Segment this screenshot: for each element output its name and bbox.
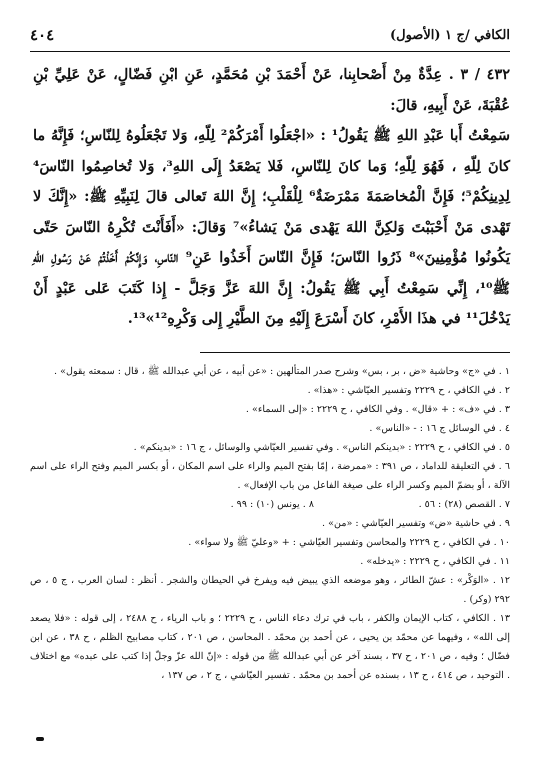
footnote-pair-7-8 <box>30 495 510 514</box>
continuation-mark <box>36 737 44 741</box>
footnote-3: ٣ . في «ف» : + «قال» . وفي الكافي ، ح ٢٢٢٩ : «إلى السماء» . <box>245 404 510 415</box>
footnote-2: ٢ . في الكافي ، ح ٢٢٢٩ وتفسير العيّاشي : «هذا» . <box>307 385 510 396</box>
page-header <box>30 26 510 50</box>
page-number: ٤٠٤ <box>30 26 55 44</box>
footnote-4: ٤ . في الوسائل ج ١٦ : - «الناس» . <box>369 423 510 434</box>
header-rule <box>30 51 510 52</box>
footnote-12: ١٢ . «الوَكْر» : عشّ الطائر ، وهو موضعه الذي يبيض فيه ويفرخ في الحيطان والشجر . أنظر : لسان العرب ، ج ٥ ، ص ٢٩٢ (وكر) . <box>30 575 511 605</box>
footnote-11: ١١ . في الكافي ، ح ٢٢٢٩ : «يدخله» . <box>360 556 510 567</box>
footnote-5: ٥ . في الكافي ، ح ٢٢٢٩ : «بدينكم الناس» . وفي تفسير العيّاشي والوسائل ، ج ١٦ : «بدينكم» . <box>133 442 510 453</box>
hadith-body <box>33 60 510 335</box>
footnotes <box>30 362 510 685</box>
footnote-6: ٦ . في التعليقة للداماد ، ص ٣٩١ : «ممرضة ، إمّا بفتح الميم والراء على اسم المكان ، أو بكسر الميم وفتح الراء على اسم الآلة ، أو بضمّ الميم وكسر الراء على صيغة الفاعل من باب الإفعال» . <box>30 461 510 491</box>
hadith-text: سَمِعْتُ أَبا عَبْدِ اللهِ ﷺ يَقُولُ¹ : «اجْعَلُوا أَمْرَكُمْ² لِلّهِ، وَلا تَجْعَلُوهُ لِلنّاسِ؛ فَإِنَّهُ ما كانَ لِلّهِ ، فَهُوَ لِلّهِ؛ وَما كانَ لِلنّاسِ، فَلا يَصْعَدُ إِلَى اللهِ³، وَلا تُخاصِمُوا النّاسَ⁴ لِدِينِكُمْ⁵؛ فَإِنَّ الْمُخاصَمَةَ مَمْرَضَةٌ⁶ لِلْقَلْبِ؛ إِنَّ اللهَ تَعالى قالَ لِنَبِيِّهِ ﷺ: «إِنَّكَ لا تَهْدى مَنْ أَحْبَبْتَ وَلكِنَّ اللهَ يَهْدى مَنْ يَشاءُ»⁷ وَقالَ: «أَفَأَنْتَ تُكْرِهُ النّاسَ حَتّى يَكُونُوا مُؤْمِنِينَ»⁸ ذَرُوا النّاسَ؛ فَإِنَّ النّاسَ أَخَذُوا عَنِ⁹ النّاسِ، وَإِنَّكُمْ أَخَذْتُمْ عَنْ رَسُولِ اللهِ ﷺ¹⁰، إِنِّي سَمِعْتُ أَبِي ﷺ يَقُولُ: إِنَّ اللهَ عَزَّ وَجَلَّ - إِذا كَتَبَ عَلى عَبْدٍ أَنْ يَدْخُلَ¹¹ في هذَا الأَمْرِ، كانَ أَسْرَعَ إِلَيْهِ مِنَ الطَّيْرِ إِلى وَكْرِهِ¹²»¹³. <box>33 127 511 327</box>
footnote-1: ١ . في «ج» وحاشية «ض ، بر ، بس» وشرح صدر المتألهين : «عن أبيه ، عن أبي عبدالله ﷺ ، قال : سمعته يقول» . <box>54 366 510 377</box>
hadith-chain: ٤٣٢ / ٣ . عِدَّةٌ مِنْ أَصْحابِنا، عَنْ أَحْمَدَ بْنِ مُحَمَّدٍ، عَنِ ابْنِ فَضّالٍ، عَنْ عَلِيِّ بْنِ عُقْبَةَ، عَنْ أَبِيهِ، قالَ: <box>33 66 510 114</box>
footnote-13: ١٣ . الكافي ، كتاب الإيمان والكفر ، باب في ترك دعاء الناس ، ح ٢٢٢٩ ؛ و باب الرياء ، ح ٢٤٨٨ ، إلى قوله : «فلا يصعد إلى الله» ، وفيهما عن محمّد بن يحيى ، عن أحمد بن محمّد . المحاسن ، ص ٢٠١ ، كتاب مصابيح الظلم ، ح ٣٨ ، عن ابن فضّال ؛ وفيه ، ص ٢٠١ ، ح ٣٧ ، بسند آخر عن أبي عبدالله ﷺ من قوله : «إنّ الله عزّ وجلّ إذا كتب على عبده» مع اختلاف . التوحيد ، ص ٤١٤ ، ح ١٣ ، بسنده عن أحمد بن محمّد . تفسير العيّاشي ، ج ٢ ، ص ١٣٧ ، <box>30 613 511 681</box>
footnote-8: ٨ . يونس (١٠) : ٩٩ . <box>230 499 314 510</box>
footnote-9: ٩ . في حاشية «ض» وتفسير العيّاشي : «من» . <box>322 518 510 529</box>
footnote-7: ٧ . القصص (٢٨) : ٥٦ . <box>418 499 510 510</box>
running-title: الكافي /ج ١ (الأصول) <box>389 28 510 43</box>
footnote-separator <box>200 352 510 353</box>
footnote-10: ١٠ . في الكافي ، ح ٢٢٢٩ والمحاسن وتفسير العيّاشي : + «وعليّ ﷺ ولا سواء» . <box>188 537 510 548</box>
